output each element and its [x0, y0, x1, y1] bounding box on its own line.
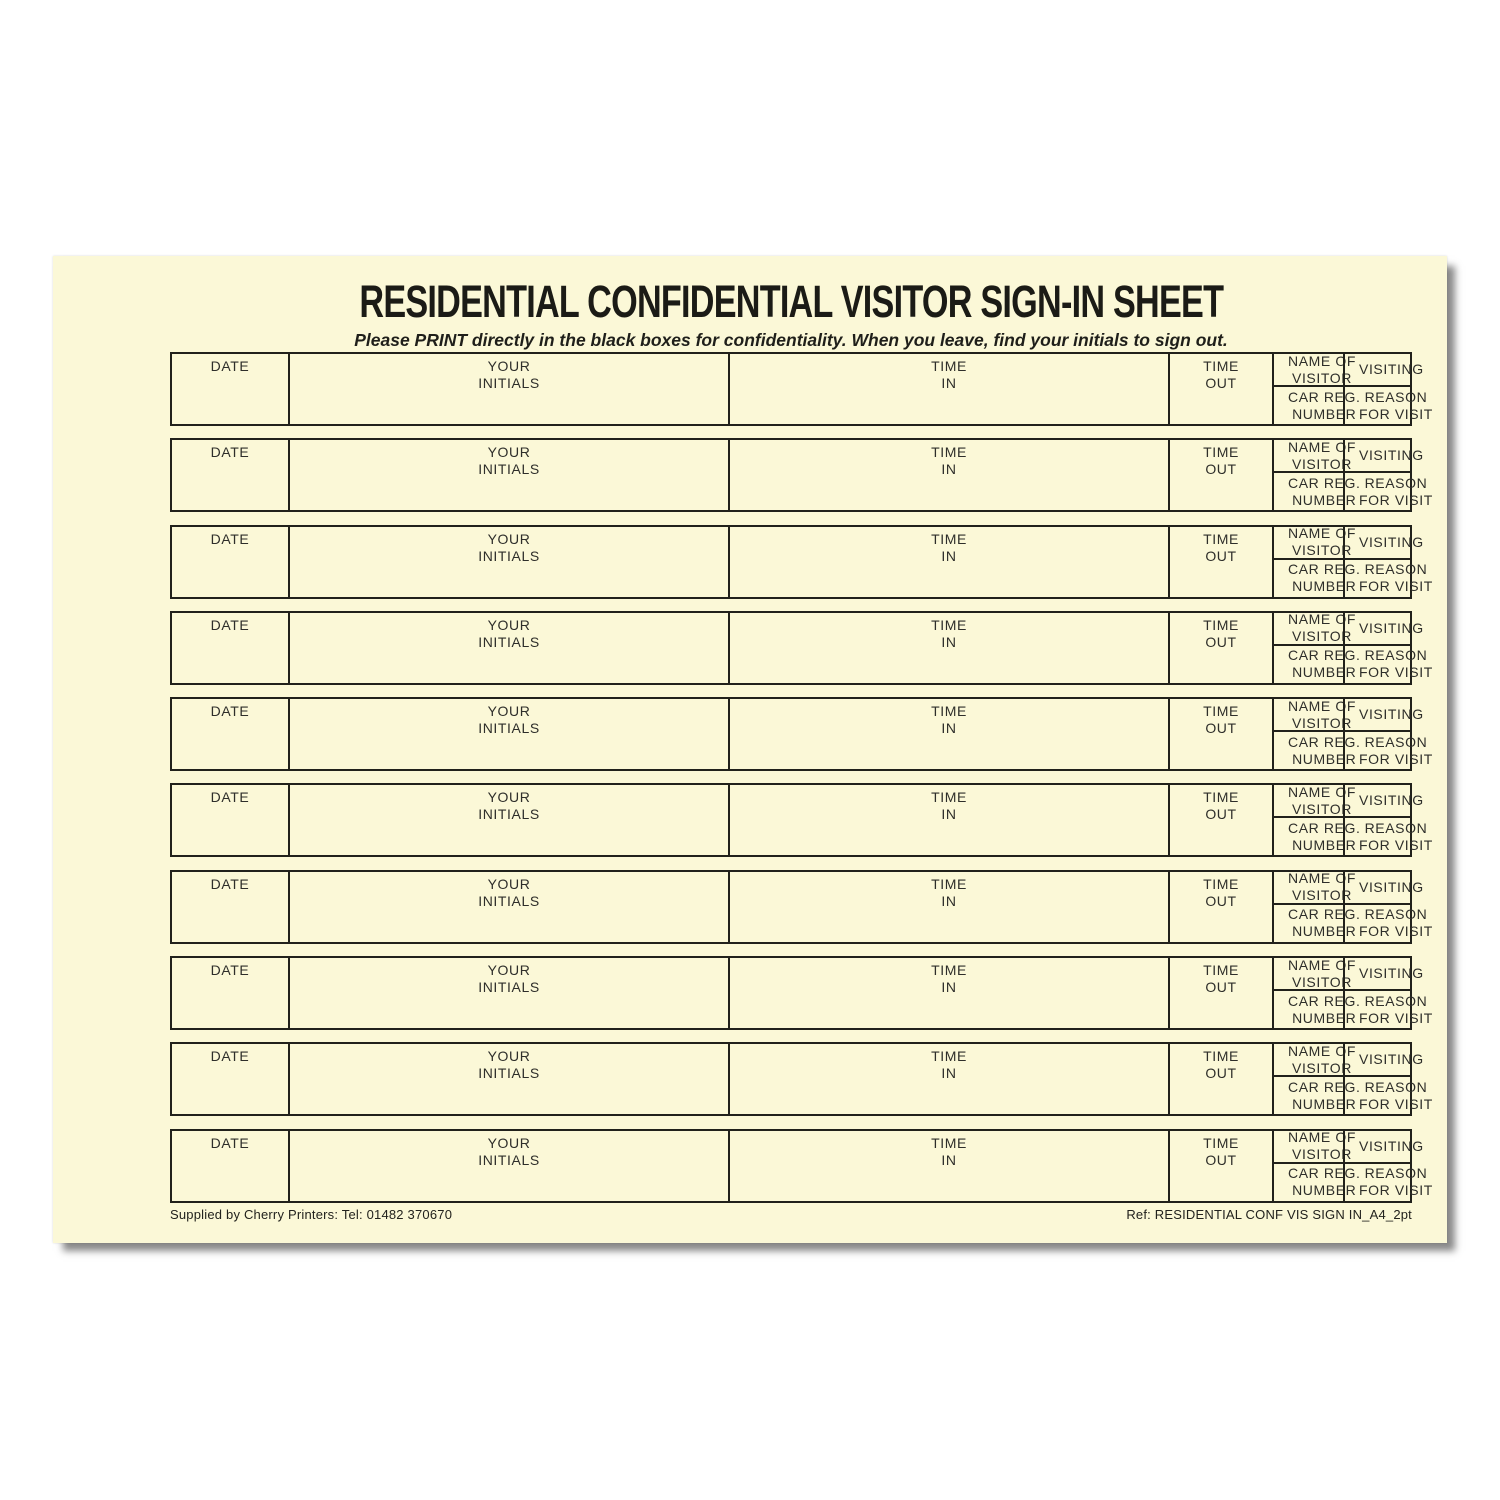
- date-label: DATE: [210, 962, 250, 979]
- your-initials-cell: [288, 699, 728, 769]
- time-out-label: TIME OUT: [1203, 444, 1239, 478]
- visiting-label: VISITING: [1359, 533, 1424, 550]
- name-of-visitor-label: NAME OF VISITOR: [1288, 1129, 1356, 1163]
- time-in-cell: [728, 613, 1168, 683]
- sheet-header: [170, 276, 1412, 351]
- time-in-cell: [728, 1131, 1168, 1201]
- time-in-cell: [728, 958, 1168, 1028]
- time-out-cell: [1168, 872, 1272, 942]
- your-initials-cell: [288, 440, 728, 510]
- time-out-label: TIME OUT: [1203, 530, 1239, 564]
- car-reg-cell: [1272, 1164, 1361, 1201]
- page-instructions: Please PRINT directly in the black boxes for confidentiality. When you leave, find your initials to sign out.: [354, 330, 1228, 350]
- visiting-cell: [1343, 354, 1424, 387]
- name-of-visitor-label: NAME OF VISITOR: [1288, 611, 1356, 645]
- date-label: DATE: [210, 616, 250, 633]
- date-label: DATE: [210, 875, 250, 892]
- name-of-visitor-cell: [1272, 1129, 1356, 1164]
- name-of-visitor-cell: [1272, 783, 1356, 818]
- visitor-entry-row: [170, 1129, 1433, 1203]
- your-initials-label: YOUR INITIALS: [478, 530, 540, 564]
- date-label: DATE: [210, 1048, 250, 1065]
- reason-for-visit-label: REASON FOR VISIT: [1359, 819, 1433, 853]
- visitor-entry-row: [170, 870, 1433, 944]
- time-out-cell: [1168, 958, 1272, 1028]
- your-initials-cell: [288, 613, 728, 683]
- time-in-cell: [728, 785, 1168, 855]
- car-reg-label: CAR REG. NUMBER: [1288, 388, 1361, 422]
- time-out-cell: [1168, 440, 1272, 510]
- time-out-label: TIME OUT: [1203, 875, 1239, 909]
- your-initials-label: YOUR INITIALS: [478, 703, 540, 737]
- visiting-label: VISITING: [1359, 361, 1424, 377]
- date-label: DATE: [210, 530, 250, 547]
- time-in-label: TIME IN: [931, 1134, 967, 1168]
- car-reg-cell: [1272, 732, 1361, 769]
- time-in-cell: [728, 699, 1168, 769]
- name-of-visitor-cell: [1272, 352, 1356, 387]
- date-label: DATE: [210, 1134, 250, 1151]
- page-title-text: RESIDENTIAL CONFIDENTIAL VISITOR SIGN-IN SHEET: [359, 276, 1223, 327]
- date-cell: [172, 872, 288, 942]
- car-reg-cell: [1272, 646, 1361, 683]
- name-of-visitor-cell: [1272, 870, 1356, 905]
- name-of-visitor-label: NAME OF VISITOR: [1288, 1042, 1356, 1076]
- visiting-label: VISITING: [1359, 619, 1424, 636]
- time-out-label: TIME OUT: [1203, 1134, 1239, 1168]
- visitor-entry-row: [170, 525, 1433, 599]
- time-in-cell: [728, 527, 1168, 597]
- reason-for-visit-cell: [1343, 387, 1433, 424]
- reason-for-visit-label: REASON FOR VISIT: [1359, 733, 1433, 767]
- name-of-visitor-label: NAME OF VISITOR: [1288, 870, 1356, 904]
- visitor-entry-row: [170, 956, 1433, 1030]
- name-of-visitor-cell: [1272, 697, 1356, 732]
- name-of-visitor-cell: [1272, 1042, 1356, 1077]
- visitor-entry-row: [170, 697, 1433, 771]
- name-of-visitor-cell: [1272, 611, 1356, 646]
- your-initials-label: YOUR INITIALS: [478, 789, 540, 823]
- visiting-cell: [1343, 527, 1424, 560]
- reason-for-visit-cell: [1343, 646, 1433, 683]
- date-cell: [172, 527, 288, 597]
- date-cell: [172, 440, 288, 510]
- time-in-label: TIME IN: [931, 358, 967, 391]
- page-title: [170, 276, 1412, 328]
- date-label: DATE: [210, 358, 250, 374]
- name-of-visitor-cell: [1272, 438, 1356, 473]
- time-in-cell: [728, 440, 1168, 510]
- car-reg-cell: [1272, 473, 1361, 510]
- time-out-label: TIME OUT: [1203, 1048, 1239, 1082]
- time-in-label: TIME IN: [931, 1048, 967, 1082]
- visitor-entry-row: [170, 438, 1433, 512]
- reason-for-visit-cell: [1343, 560, 1433, 597]
- name-of-visitor-label: NAME OF VISITOR: [1288, 525, 1356, 559]
- reason-for-visit-cell: [1343, 1164, 1433, 1201]
- visiting-cell: [1343, 958, 1424, 991]
- car-reg-cell: [1272, 991, 1361, 1028]
- your-initials-label: YOUR INITIALS: [478, 875, 540, 909]
- time-out-cell: [1168, 613, 1272, 683]
- visiting-label: VISITING: [1359, 1137, 1424, 1154]
- time-in-cell: [728, 354, 1168, 424]
- reason-for-visit-cell: [1343, 732, 1433, 769]
- sign-in-sheet-paper: [53, 256, 1447, 1243]
- reason-for-visit-label: REASON FOR VISIT: [1359, 647, 1433, 681]
- time-out-label: TIME OUT: [1203, 703, 1239, 737]
- your-initials-cell: [288, 872, 728, 942]
- reason-for-visit-label: REASON FOR VISIT: [1359, 1165, 1433, 1199]
- time-in-label: TIME IN: [931, 962, 967, 996]
- visiting-cell: [1343, 785, 1424, 818]
- time-out-cell: [1168, 699, 1272, 769]
- car-reg-label: CAR REG. NUMBER: [1288, 474, 1361, 508]
- visiting-label: VISITING: [1359, 447, 1424, 464]
- reason-for-visit-label: REASON FOR VISIT: [1359, 906, 1433, 940]
- time-out-cell: [1168, 354, 1272, 424]
- your-initials-cell: [288, 527, 728, 597]
- your-initials-label: YOUR INITIALS: [478, 616, 540, 650]
- date-label: DATE: [210, 444, 250, 461]
- visiting-cell: [1343, 440, 1424, 473]
- your-initials-label: YOUR INITIALS: [478, 444, 540, 478]
- time-in-label: TIME IN: [931, 530, 967, 564]
- sheet-footer: [170, 1207, 1412, 1222]
- supplier-note: Supplied by Cherry Printers: Tel: 01482 370670: [170, 1207, 453, 1222]
- car-reg-label: CAR REG. NUMBER: [1288, 819, 1361, 853]
- time-in-label: TIME IN: [931, 789, 967, 823]
- car-reg-cell: [1272, 387, 1361, 424]
- visitor-entry-row: [170, 783, 1433, 857]
- time-out-cell: [1168, 1131, 1272, 1201]
- time-out-cell: [1168, 527, 1272, 597]
- date-cell: [172, 699, 288, 769]
- date-cell: [172, 1131, 288, 1201]
- time-out-cell: [1168, 785, 1272, 855]
- reason-for-visit-cell: [1343, 991, 1433, 1028]
- car-reg-label: CAR REG. NUMBER: [1288, 992, 1361, 1026]
- reason-for-visit-cell: [1343, 905, 1433, 942]
- your-initials-cell: [288, 354, 728, 424]
- time-out-label: TIME OUT: [1203, 962, 1239, 996]
- your-initials-label: YOUR INITIALS: [478, 1134, 540, 1168]
- name-of-visitor-label: NAME OF VISITOR: [1288, 697, 1356, 731]
- car-reg-cell: [1272, 818, 1361, 855]
- name-of-visitor-cell: [1272, 525, 1356, 560]
- sign-in-table: [170, 352, 1433, 1203]
- car-reg-cell: [1272, 560, 1361, 597]
- name-of-visitor-label: NAME OF VISITOR: [1288, 783, 1356, 817]
- time-in-label: TIME IN: [931, 875, 967, 909]
- car-reg-label: CAR REG. NUMBER: [1288, 906, 1361, 940]
- reference-code: Ref: RESIDENTIAL CONF VIS SIGN IN_A4_2pt: [1126, 1207, 1412, 1222]
- car-reg-label: CAR REG. NUMBER: [1288, 1165, 1361, 1199]
- time-out-label: TIME OUT: [1203, 358, 1239, 391]
- visiting-cell: [1343, 872, 1424, 905]
- time-in-cell: [728, 1044, 1168, 1114]
- name-of-visitor-label: NAME OF VISITOR: [1288, 352, 1356, 386]
- reason-for-visit-label: REASON FOR VISIT: [1359, 474, 1433, 508]
- date-cell: [172, 785, 288, 855]
- time-out-cell: [1168, 1044, 1272, 1114]
- visiting-cell: [1343, 613, 1424, 646]
- car-reg-label: CAR REG. NUMBER: [1288, 647, 1361, 681]
- time-in-label: TIME IN: [931, 703, 967, 737]
- name-of-visitor-label: NAME OF VISITOR: [1288, 956, 1356, 990]
- time-in-cell: [728, 872, 1168, 942]
- car-reg-cell: [1272, 905, 1361, 942]
- visiting-label: VISITING: [1359, 706, 1424, 723]
- time-in-label: TIME IN: [931, 444, 967, 478]
- visiting-cell: [1343, 699, 1424, 732]
- date-cell: [172, 1044, 288, 1114]
- visiting-label: VISITING: [1359, 878, 1424, 895]
- car-reg-cell: [1272, 1077, 1361, 1114]
- your-initials-label: YOUR INITIALS: [478, 358, 540, 391]
- visitor-entry-row: [170, 352, 1433, 426]
- reason-for-visit-cell: [1343, 818, 1433, 855]
- your-initials-label: YOUR INITIALS: [478, 962, 540, 996]
- date-cell: [172, 354, 288, 424]
- reason-for-visit-label: REASON FOR VISIT: [1359, 992, 1433, 1026]
- visiting-cell: [1343, 1044, 1424, 1077]
- reason-for-visit-label: REASON FOR VISIT: [1359, 561, 1433, 595]
- reason-for-visit-label: REASON FOR VISIT: [1359, 388, 1433, 422]
- your-initials-cell: [288, 1131, 728, 1201]
- car-reg-label: CAR REG. NUMBER: [1288, 733, 1361, 767]
- time-in-label: TIME IN: [931, 616, 967, 650]
- visiting-label: VISITING: [1359, 792, 1424, 809]
- your-initials-cell: [288, 1044, 728, 1114]
- date-cell: [172, 613, 288, 683]
- date-cell: [172, 958, 288, 1028]
- name-of-visitor-label: NAME OF VISITOR: [1288, 438, 1356, 472]
- name-of-visitor-cell: [1272, 956, 1356, 991]
- your-initials-cell: [288, 785, 728, 855]
- date-label: DATE: [210, 703, 250, 720]
- car-reg-label: CAR REG. NUMBER: [1288, 561, 1361, 595]
- visiting-cell: [1343, 1131, 1424, 1164]
- visiting-label: VISITING: [1359, 1051, 1424, 1068]
- visitor-entry-row: [170, 1042, 1433, 1116]
- your-initials-cell: [288, 958, 728, 1028]
- reason-for-visit-label: REASON FOR VISIT: [1359, 1078, 1433, 1112]
- visitor-entry-row: [170, 611, 1433, 685]
- time-out-label: TIME OUT: [1203, 789, 1239, 823]
- reason-for-visit-cell: [1343, 1077, 1433, 1114]
- visiting-label: VISITING: [1359, 965, 1424, 982]
- car-reg-label: CAR REG. NUMBER: [1288, 1078, 1361, 1112]
- your-initials-label: YOUR INITIALS: [478, 1048, 540, 1082]
- date-label: DATE: [210, 789, 250, 806]
- time-out-label: TIME OUT: [1203, 616, 1239, 650]
- reason-for-visit-cell: [1343, 473, 1433, 510]
